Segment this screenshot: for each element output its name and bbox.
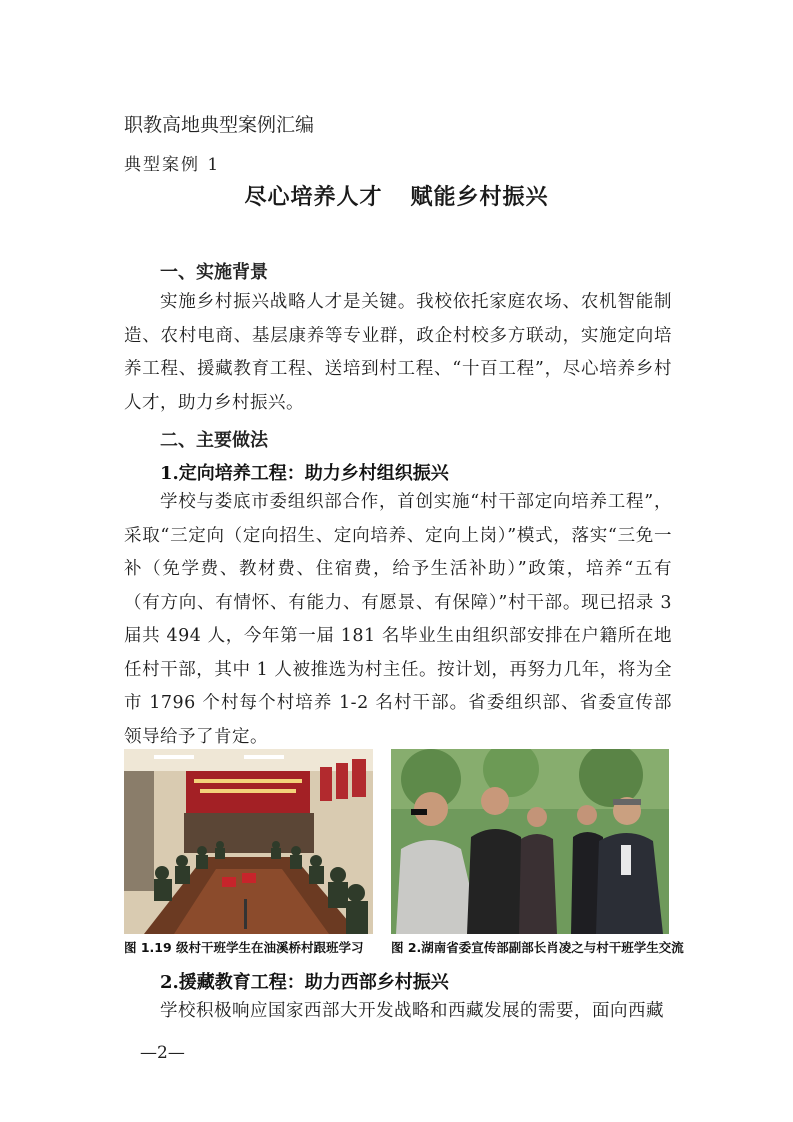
case-label: 典型案例 1 [124, 155, 221, 175]
subsection-1-heading: 1.定向培养工程：助力乡村组织振兴 [160, 463, 449, 484]
page-title [0, 180, 793, 211]
section-1-heading: 一、实施背景 [160, 262, 268, 283]
outdoor-group-photo [391, 749, 669, 934]
subsection-2-paragraph: 学校积极响应国家西部大开发战略和西藏发展的需要，面向西藏 [160, 1001, 664, 1021]
page-number: —2— [140, 1043, 185, 1063]
title-part-2: 赋能乡村振兴 [410, 185, 549, 210]
figure-1-caption: 图 1.19 级村干班学生在油溪桥村跟班学习 [124, 940, 364, 955]
subsection-2-heading: 2.援藏教育工程：助力西部乡村振兴 [160, 972, 449, 993]
figure-1-photo [124, 749, 373, 934]
section-2-heading: 二、主要做法 [160, 430, 268, 451]
figure-2-photo [391, 749, 669, 934]
title-part-1: 尽心培养人才 [244, 185, 383, 210]
figure-2-caption: 图 2.湖南省委宣传部副部长肖凌之与村干班学生交流 [391, 940, 684, 955]
document-header: 职教高地典型案例汇编 [124, 114, 315, 136]
meeting-room-photo [124, 749, 373, 934]
subsection-1-paragraph: 学校与娄底市委组织部合作，首创实施“村干部定向培养工程”，采取“三定向（定向招生、定向培养、定向上岗）”模式，落实“三免一补（免学费、教材费、住宿费，给予生活补助）”政策，培养“五有（有方向、有情怀、有能力、有愿景、有保障）”村干部。现已招录 3 届共 494 人，今年第一届 181 名毕业生由组织部安排在户籍所在地任村干部，其中 1 人被推选为村主任。按计划，再努力几年，将为全市 1796 个村每个村培养 1-2 名村干部。省委组织部、省委宣传部领导给予了肯定。 [124, 492, 672, 747]
section-1-paragraph: 实施乡村振兴战略人才是关键。我校依托家庭农场、农机智能制造、农村电商、基层康养等专业群，政企村校多方联动，实施定向培养工程、援藏教育工程、送培到村工程、“十百工程”，尽心培养乡村人才，助力乡村振兴。 [124, 292, 672, 413]
